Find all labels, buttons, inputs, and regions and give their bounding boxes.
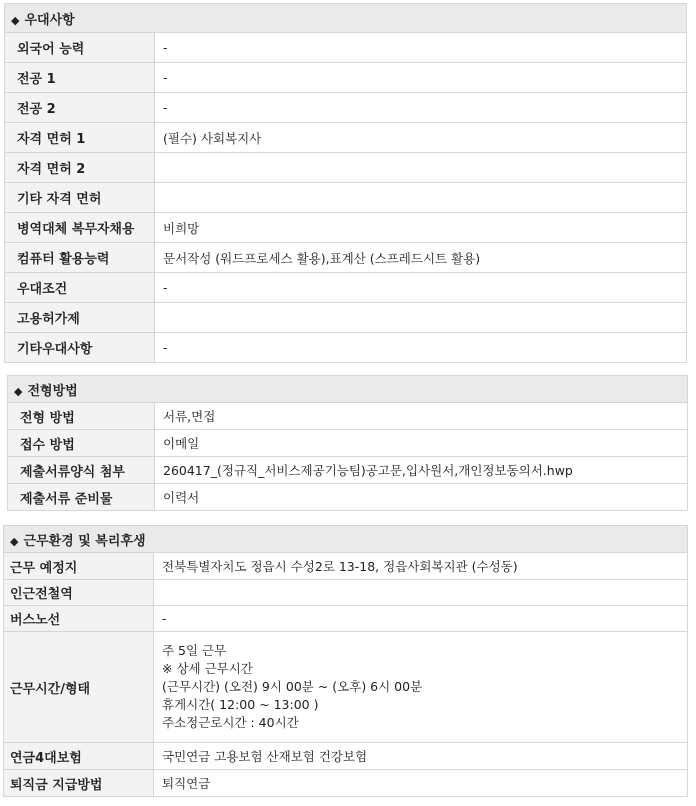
row-label: 버스노선 bbox=[4, 606, 154, 632]
row-label: 기타 자격 면허 bbox=[5, 183, 155, 213]
row-label: 병역대체 복무자채용 bbox=[5, 213, 155, 243]
row-value: - bbox=[155, 63, 687, 93]
section-header-preferential bbox=[5, 4, 687, 33]
row-value: (필수) 사회복지사 bbox=[155, 123, 687, 153]
section-header-selection bbox=[8, 376, 688, 403]
row-value: 이메일 bbox=[155, 430, 688, 457]
row-label: 전공 1 bbox=[5, 63, 155, 93]
row-label: 고용허가제 bbox=[5, 303, 155, 333]
row-value bbox=[154, 580, 688, 606]
section-title: 우대사항 bbox=[24, 12, 75, 28]
row-label: 전공 2 bbox=[5, 93, 155, 123]
work-hours-value bbox=[154, 632, 688, 743]
row-label: 근무 예정지 bbox=[4, 553, 154, 580]
section-header-work bbox=[4, 526, 688, 553]
row-value: - bbox=[155, 33, 687, 63]
diamond-bullet-icon: ◆ bbox=[11, 13, 20, 27]
row-label: 컴퓨터 활용능력 bbox=[5, 243, 155, 273]
row-value: 국민연금 고용보험 산재보험 건강보험 bbox=[154, 743, 688, 770]
row-label: 퇴직금 지급방법 bbox=[4, 770, 154, 797]
preferential-table bbox=[4, 3, 687, 363]
selection-table bbox=[7, 375, 688, 511]
row-label: 자격 면허 2 bbox=[5, 153, 155, 183]
row-label: 제출서류 준비물 bbox=[8, 484, 155, 511]
row-label: 외국어 능력 bbox=[5, 33, 155, 63]
section-title: 근무환경 및 복리후생 bbox=[23, 533, 146, 549]
row-value: 퇴직연금 bbox=[154, 770, 688, 797]
row-label: 기타우대사항 bbox=[5, 333, 155, 363]
row-label: 접수 방법 bbox=[8, 430, 155, 457]
row-value: - bbox=[155, 273, 687, 303]
row-value: 이력서 bbox=[155, 484, 688, 511]
row-value bbox=[155, 303, 687, 333]
row-value bbox=[155, 183, 687, 213]
diamond-bullet-icon: ◆ bbox=[10, 534, 19, 548]
work-hours-line: ※ 상세 근무시간 bbox=[162, 661, 253, 676]
row-label: 연금4대보험 bbox=[4, 743, 154, 770]
work-hours-line: 주 5일 근무 bbox=[162, 643, 227, 658]
row-value: - bbox=[155, 333, 687, 363]
row-value: 비희망 bbox=[155, 213, 687, 243]
work-table bbox=[3, 525, 688, 797]
work-hours-line: 휴게시간( 12:00 ~ 13:00 ) bbox=[162, 697, 319, 712]
work-hours-line: (근무시간) (오전) 9시 00분 ~ (오후) 6시 00분 bbox=[162, 679, 423, 694]
row-label: 우대조건 bbox=[5, 273, 155, 303]
row-value: - bbox=[155, 93, 687, 123]
work-hours-line: 주소정근로시간 : 40시간 bbox=[162, 715, 299, 730]
diamond-bullet-icon: ◆ bbox=[14, 384, 23, 398]
section-title: 전형방법 bbox=[27, 383, 78, 399]
row-value: 전북특별자치도 정읍시 수성2로 13-18, 정읍사회복지관 (수성동) bbox=[154, 553, 688, 580]
row-value: - bbox=[154, 606, 688, 632]
row-label: 근무시간/형태 bbox=[4, 632, 154, 743]
row-value: 문서작성 (워드프로세스 활용),표계산 (스프레드시트 활용) bbox=[155, 243, 687, 273]
row-value bbox=[155, 153, 687, 183]
row-label: 자격 면허 1 bbox=[5, 123, 155, 153]
row-label: 전형 방법 bbox=[8, 403, 155, 430]
attachment-link[interactable]: 260417_(정규직_서비스제공기능팀)공고문,입사원서,개인정보동의서.hwp bbox=[155, 457, 688, 484]
row-label: 제출서류양식 첨부 bbox=[8, 457, 155, 484]
row-value: 서류,면접 bbox=[155, 403, 688, 430]
row-label: 인근전철역 bbox=[4, 580, 154, 606]
